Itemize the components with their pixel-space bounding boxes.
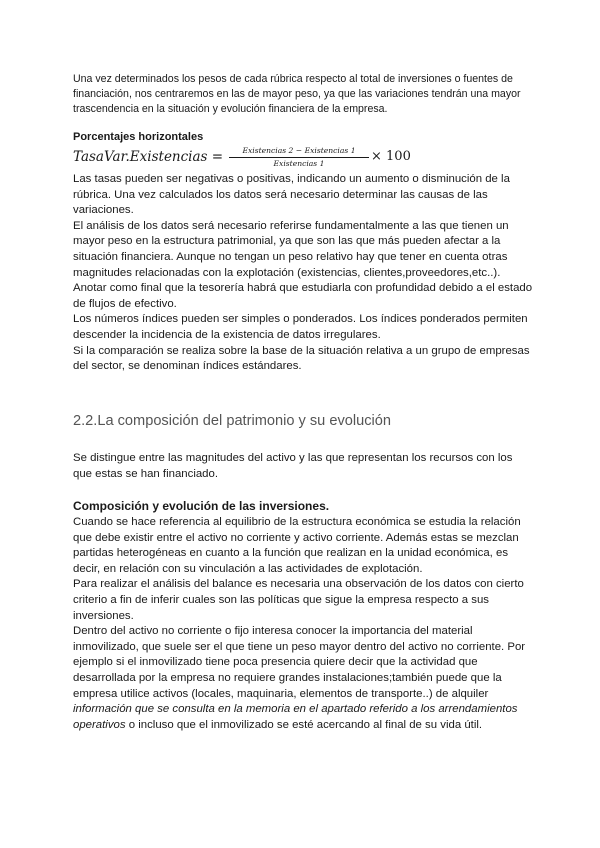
analysis-text-block bbox=[73, 172, 533, 375]
paragraph-balance-analysis: Para realizar el análisis del balance es necesaria una observación de los datos con cierto criterio a fin de inferir cuales son las políticas que sigue la empresa respecto a sus inversiones. bbox=[73, 578, 524, 622]
fixed-assets-text-end: o incluso que el inmovilizado se esté acercando al final de su vida útil. bbox=[125, 718, 483, 731]
subsection-heading: Composición y evolución de las inversiones. bbox=[73, 499, 330, 513]
formula-lhs: TasaVar.Existencias = bbox=[73, 149, 224, 165]
growth-rate-formula bbox=[73, 146, 533, 172]
formula-fraction bbox=[229, 146, 369, 169]
paragraph-rates: Las tasas pueden ser negativas o positivas, indicando un aumento o disminución de la rúbrica. Una vez calculados los datos será necesario determinar las causas de las variaciones. bbox=[73, 173, 510, 217]
fraction-bar bbox=[229, 157, 369, 158]
intro-paragraph: Una vez determinados los pesos de cada rúbrica respecto al total de inversiones o fuentes de financiación, nos centraremos en las de mayor peso, ya que las variaciones tendrán una mayor trascendencia en la situación y evolución financiera de la empresa. bbox=[73, 73, 521, 115]
fixed-assets-italic-note: información que se consulta en la memoria en el apartado referido a los arrendamientos operativos bbox=[73, 703, 518, 731]
formula-numerator: Existencias 2 − Existencias 1 bbox=[242, 146, 356, 155]
formula-multiplier: × 100 bbox=[371, 149, 411, 164]
section-title: 2.2.La composición del patrimonio y su evolución bbox=[73, 413, 391, 429]
section-intro-paragraph: Se distingue entre las magnitudes del activo y las que representan los recursos con los que estas se han financiado. bbox=[73, 452, 513, 480]
horizontal-percentages-heading: Porcentajes horizontales bbox=[73, 131, 204, 143]
paragraph-index-numbers: Los números índices pueden ser simples o ponderados. Los índices ponderados permiten descender la incidencia de la existencia de datos irregulares. bbox=[73, 313, 528, 341]
paragraph-analysis: El análisis de los datos será necesario referirse fundamentalmente a las que tienen un mayor peso en la estructura patrimonial, ya que son las que más pueden afectar a la situación financiera. Aunque no tengan un peso relativo hay que tener en cuenta otras magnitudes relacionadas con la explotación (existencias, clientes,proveedores,etc..). Anotar como final que la tesorería habrá que estudiarla con profundidad debido a el estado de flujos de efectivo. bbox=[73, 219, 533, 310]
paragraph-standard-indexes: Si la comparación se realiza sobre la base de la situación relativa a un grupo de empresas del sector, se denominan índices estándares. bbox=[73, 344, 530, 373]
fixed-assets-text: Dentro del activo no corriente o fijo interesa conocer la importancia del material inmovilizado, que suele ser el que tiene un peso mayor dentro del activo no corriente. Por ejemplo si el inmovilizado tiene poca presencia quiere decir que la actividad que desarrollada por la empresa no requiere grandes instalaciones;también puede que la empresa utilice activos (locales, maquinaria, elementos de transporte..) de alquiler bbox=[73, 625, 526, 700]
paragraph-equilibrium: Cuando se hace referencia al equilibrio de la estructura económica se estudia la relación que debe existir entre el activo no corriente y activo corriente. Además estas se mezclan partidas heterogéneas en cuanto a la función que realizan en la unidad económica, es decir, en relación con su vinculación a las actividades de explotación. bbox=[73, 516, 521, 575]
paragraph-fixed-assets bbox=[73, 624, 533, 733]
formula-denominator: Existencias 1 bbox=[273, 159, 325, 168]
investments-text-block bbox=[73, 515, 533, 733]
